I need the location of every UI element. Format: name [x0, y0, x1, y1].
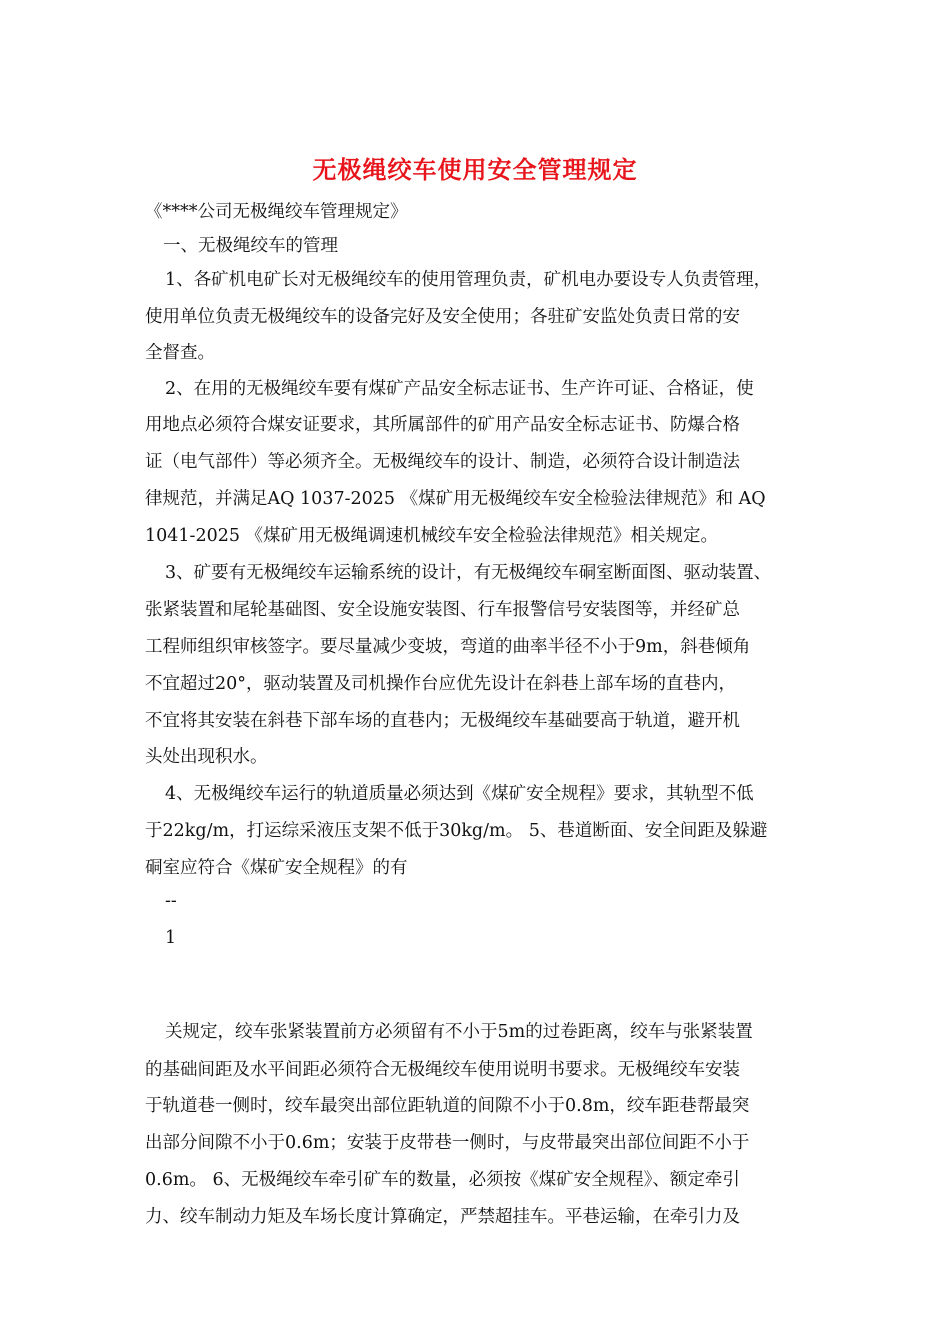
text-line: 1041-2025 《煤矿用无极绳调速机械绞车安全检验法律规范》相关规定。 [145, 526, 719, 546]
text-line: 的基础间距及水平间距必须符合无极绳绞车使用说明书要求。无极绳绞车安装 [145, 1060, 740, 1080]
text-line: 证（电气部件）等必须齐全。无极绳绞车的设计、制造，必须符合设计制造法 [145, 452, 740, 472]
text-line: 力、绞车制动力矩及车场长度计算确定，严禁超挂车。平巷运输，在牵引力及 [145, 1207, 740, 1227]
page-separator: -- [165, 891, 177, 911]
document-title: 无极绳绞车使用安全管理规定 [312, 156, 638, 184]
section-heading: 一、无极绳绞车的管理 [163, 236, 338, 256]
text-line: 张紧装置和尾轮基础图、安全设施安装图、行车报警信号安装图等，并经矿总 [145, 600, 740, 620]
text-line: 不宜将其安装在斜巷下部车场的直巷内；无极绳绞车基础要高于轨道，避开机 [145, 711, 740, 731]
text-line: 律规范，并满足AQ 1037-2025 《煤矿用无极绳绞车安全检验法律规范》和 AQ [145, 489, 766, 509]
text-line: 2、在用的无极绳绞车要有煤矿产品安全标志证书、生产许可证、合格证，使 [165, 379, 754, 399]
text-line: 4、无极绳绞车运行的轨道质量必须达到《煤矿安全规程》要求，其轨型不低 [165, 784, 754, 804]
document-subtitle: 《****公司无极绳绞车管理规定》 [145, 202, 408, 222]
text-line: 1、各矿机电矿长对无极绳绞车的使用管理负责，矿机电办要设专人负责管理， [165, 270, 772, 290]
text-line: 出部分间隙不小于0.6m；安装于皮带巷一侧时，与皮带最突出部位间距不小于 [145, 1133, 750, 1153]
text-line: 硐室应符合《煤矿安全规程》的有 [145, 858, 408, 878]
text-line: 3、矿要有无极绳绞车运输系统的设计，有无极绳绞车硐室断面图、驱动装置、 [165, 563, 772, 583]
page-number: 1 [165, 928, 177, 948]
text-line: 0.6m。 6、无极绳绞车牵引矿车的数量，必须按《煤矿安全规程》、额定牵引 [145, 1170, 740, 1190]
text-line: 用地点必须符合煤安证要求，其所属部件的矿用产品安全标志证书、防爆合格 [145, 415, 740, 435]
text-line: 于22kg/m，打运综采液压支架不低于30kg/m。 5、巷道断面、安全间距及躲避 [145, 821, 768, 841]
text-line: 全督查。 [145, 343, 215, 363]
text-line: 工程师组织审核签字。要尽量减少变坡，弯道的曲率半径不小于9m，斜巷倾角 [145, 637, 751, 657]
text-line: 头处出现积水。 [145, 747, 268, 767]
text-line: 于轨道巷一侧时，绞车最突出部位距轨道的间隙不小于0.8m，绞车距巷帮最突 [145, 1096, 750, 1116]
text-line: 使用单位负责无极绳绞车的设备完好及安全使用；各驻矿安监处负责日常的安 [145, 307, 740, 327]
text-line: 不宜超过20°，驱动装置及司机操作台应优先设计在斜巷上部车场的直巷内， [145, 674, 737, 694]
text-line: 关规定，绞车张紧装置前方必须留有不小于5m的过卷距离，绞车与张紧装置 [165, 1022, 753, 1042]
